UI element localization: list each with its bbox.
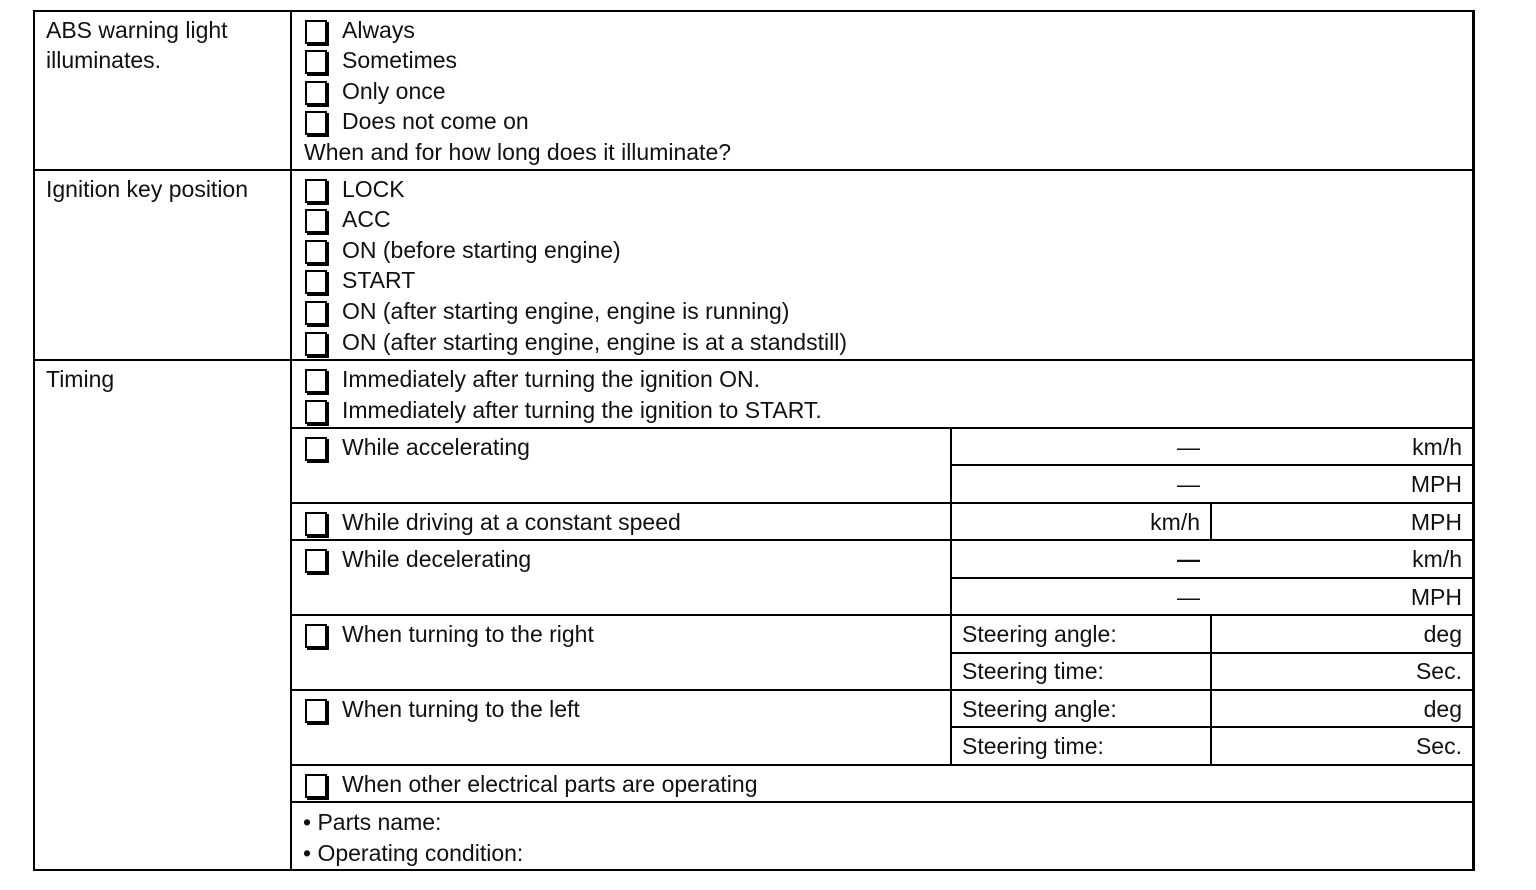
- unit-column-divider: [1210, 615, 1212, 765]
- steering-time-label: Steering time:: [962, 733, 1104, 759]
- option-on-before-start: ON (before starting engine): [342, 237, 621, 263]
- value-column-divider: [950, 428, 952, 765]
- table-border-top: [33, 10, 1475, 12]
- option-turning-left: When turning to the left: [342, 696, 580, 722]
- option-while-decelerating: While decelerating: [342, 546, 532, 572]
- illumination-question: When and for how long does it illuminate?: [304, 139, 732, 165]
- abs-warning-label: ABS warning light: [46, 17, 228, 43]
- unit-deg: deg: [1423, 696, 1462, 722]
- speed-dash: —: [1177, 546, 1200, 572]
- section-divider: [33, 359, 1475, 361]
- checkbox-lock[interactable]: [305, 179, 327, 203]
- checkbox-after-ignition-on[interactable]: [305, 369, 327, 393]
- option-lock: LOCK: [342, 176, 405, 202]
- row-divider: [290, 689, 1475, 691]
- checkbox-while-decelerating[interactable]: [305, 549, 327, 573]
- parts-name-field[interactable]: • Parts name:: [303, 809, 442, 835]
- unit-kmh: km/h: [1412, 546, 1462, 572]
- option-acc: ACC: [342, 206, 391, 232]
- checkbox-while-accelerating[interactable]: [305, 437, 327, 461]
- label-column-divider: [290, 10, 292, 871]
- speed-dash: —: [1177, 434, 1200, 460]
- checkbox-turning-right[interactable]: [305, 624, 327, 648]
- steering-time-label: Steering time:: [962, 658, 1104, 684]
- unit-mph: MPH: [1410, 509, 1462, 535]
- row-divider: [290, 539, 1475, 541]
- option-electrical-parts: When other electrical parts are operating: [342, 771, 758, 797]
- checkbox-electrical-parts[interactable]: [305, 774, 327, 798]
- option-always: Always: [342, 17, 415, 43]
- row-divider: [950, 652, 1475, 654]
- row-divider: [290, 614, 1475, 616]
- option-only-once: Only once: [342, 78, 446, 104]
- unit-kmh: km/h: [1150, 509, 1200, 535]
- option-while-accelerating: While accelerating: [342, 434, 530, 460]
- abs-warning-label: illuminates.: [46, 47, 162, 73]
- checkbox-sometimes[interactable]: [305, 50, 327, 74]
- option-start: START: [342, 267, 416, 293]
- row-divider: [950, 464, 1475, 466]
- table-border-left: [33, 10, 35, 871]
- option-on-engine-running: ON (after starting engine, engine is running): [342, 298, 790, 324]
- operating-condition-field[interactable]: • Operating condition:: [303, 840, 524, 866]
- unit-mph: MPH: [1410, 584, 1462, 610]
- steering-angle-label: Steering angle:: [962, 696, 1117, 722]
- checkbox-constant-speed[interactable]: [305, 512, 327, 536]
- unit-sec: Sec.: [1415, 658, 1462, 684]
- unit-mph: MPH: [1410, 471, 1462, 497]
- row-divider: [290, 427, 1475, 429]
- steering-angle-label: Steering angle:: [962, 621, 1117, 647]
- row-divider: [290, 801, 1475, 803]
- unit-sec: Sec.: [1415, 733, 1462, 759]
- option-on-engine-standstill: ON (after starting engine, engine is at a standstill): [342, 329, 847, 355]
- checkbox-after-ignition-start[interactable]: [305, 400, 327, 424]
- table-border-right: [1472, 10, 1475, 871]
- table-border-bottom: [33, 869, 1475, 871]
- checkbox-acc[interactable]: [305, 209, 327, 233]
- option-does-not-come-on: Does not come on: [342, 108, 529, 134]
- row-divider: [290, 764, 1475, 766]
- checkbox-does-not-come-on[interactable]: [305, 111, 327, 135]
- option-sometimes: Sometimes: [342, 47, 458, 73]
- row-divider: [950, 726, 1475, 728]
- checkbox-only-once[interactable]: [305, 81, 327, 105]
- checkbox-on-before-start[interactable]: [305, 240, 327, 264]
- option-turning-right: When turning to the right: [342, 621, 594, 647]
- checkbox-always[interactable]: [305, 20, 327, 44]
- speed-dash: —: [1177, 584, 1200, 610]
- unit-column-divider: [1210, 503, 1212, 540]
- option-constant-speed: While driving at a constant speed: [342, 509, 681, 535]
- unit-deg: deg: [1423, 621, 1462, 647]
- option-after-ignition-on: Immediately after turning the ignition ON.: [342, 366, 761, 392]
- ignition-key-label: Ignition key position: [46, 176, 249, 202]
- checkbox-on-engine-standstill[interactable]: [305, 332, 327, 356]
- row-divider: [290, 502, 1475, 504]
- checkbox-start[interactable]: [305, 270, 327, 294]
- unit-kmh: km/h: [1412, 434, 1462, 460]
- speed-dash: —: [1177, 471, 1200, 497]
- section-divider: [33, 169, 1475, 171]
- timing-label: Timing: [46, 366, 115, 392]
- option-after-ignition-start: Immediately after turning the ignition to START.: [342, 397, 822, 423]
- row-divider: [950, 577, 1475, 579]
- checkbox-on-engine-running[interactable]: [305, 301, 327, 325]
- checkbox-turning-left[interactable]: [305, 699, 327, 723]
